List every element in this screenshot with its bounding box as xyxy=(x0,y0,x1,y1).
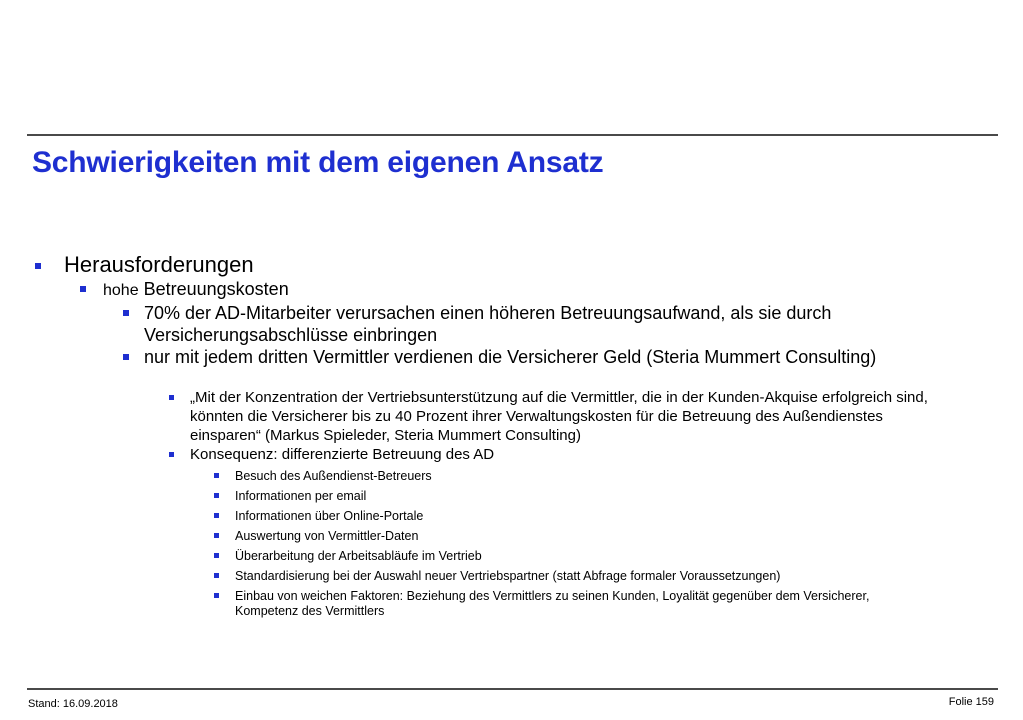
bullet-square-icon xyxy=(169,395,174,400)
quote-item: „Mit der Konzentration der Vertriebsunterstützung auf die Vermittler, die in der Kunden-Akquise erfolgreich sind, könnten die Versicherer bis zu 40 Prozent ihrer Verwaltungskosten für die Betreuung des Außendienstes einsparen“ (Markus Spieleder, Steria Mummert Consulting) xyxy=(190,389,928,444)
slide-title: Schwierigkeiten mit dem eigenen Ansatz xyxy=(32,146,604,179)
bullet-square-icon xyxy=(214,553,219,558)
bullet-square-icon xyxy=(123,310,129,316)
bullet-square-icon xyxy=(35,263,41,269)
bullet-square-icon xyxy=(214,473,219,478)
bullet-square-icon xyxy=(214,593,219,598)
measure-item: Einbau von weichen Faktoren: Beziehung des Vermittlers zu seinen Kunden, Loyalität gegenüber dem Versicherer, Kompetenz des Vermittlers xyxy=(235,589,870,618)
footer-date: Stand: 16.09.2018 xyxy=(28,698,118,710)
bullet-square-icon xyxy=(214,533,219,538)
footer-slide-number: Folie 159 xyxy=(948,696,994,708)
measure-item: Besuch des Außendienst-Betreuers xyxy=(235,469,432,483)
bullet-square-icon xyxy=(169,452,174,457)
sub-heading-main: Betreuungskosten xyxy=(143,279,289,299)
measure-item: Standardisierung bei der Auswahl neuer Vertriebspartner (statt Abfrage formaler Voraussetzungen) xyxy=(235,569,781,583)
bullet-square-icon xyxy=(214,493,219,498)
sub-heading-prefix: hohe xyxy=(103,282,139,299)
bullet-square-icon xyxy=(123,354,129,360)
measure-item: Informationen über Online-Portale xyxy=(235,509,424,523)
measure-item: Überarbeitung der Arbeitsabläufe im Vertrieb xyxy=(235,549,482,563)
bullet-square-icon xyxy=(214,513,219,518)
sub-heading-item xyxy=(103,279,289,300)
bullet-square-icon xyxy=(214,573,219,578)
measure-item: Auswertung von Vermittler-Daten xyxy=(235,529,419,543)
point-item: nur mit jedem dritten Vermittler verdienen die Versicherer Geld (Steria Mummert Consulting) xyxy=(144,347,877,367)
point-item: 70% der AD-Mitarbeiter verursachen einen höheren Betreuungsaufwand, als sie durch Versicherungsabschlüsse einbringen xyxy=(144,303,832,345)
heading-item: Herausforderungen xyxy=(64,252,254,277)
consequence-item: Konsequenz: differenzierte Betreuung des AD xyxy=(190,446,495,463)
bullet-square-icon xyxy=(80,286,86,292)
bottom-rule xyxy=(27,688,998,690)
measure-item: Informationen per email xyxy=(235,489,367,503)
